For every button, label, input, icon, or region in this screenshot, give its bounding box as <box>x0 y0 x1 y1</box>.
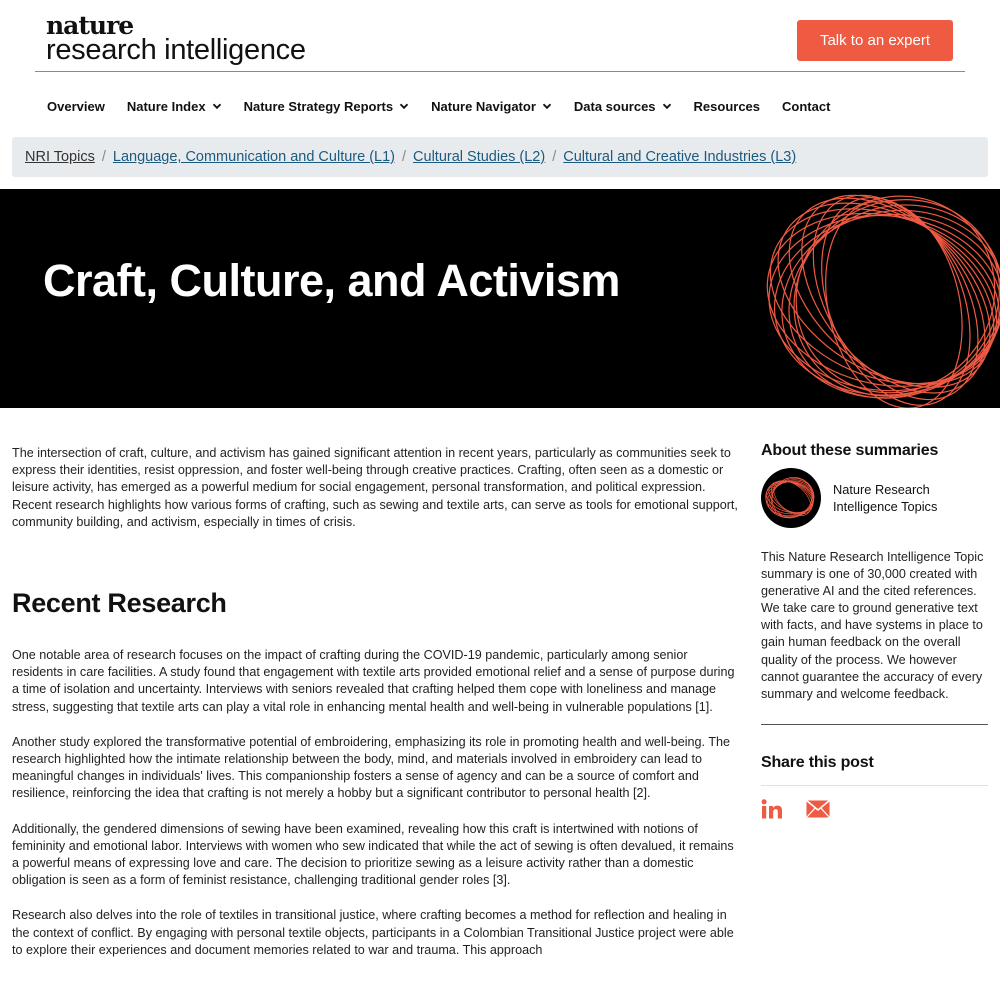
article-body <box>12 445 740 977</box>
chevron-down-icon <box>542 101 552 111</box>
email-icon[interactable] <box>806 800 830 818</box>
breadcrumb-link-l3[interactable]: Cultural and Creative Industries (L3) <box>563 149 797 165</box>
main-nav <box>47 96 852 116</box>
intro-paragraph: The intersection of craft, culture, and activism has gained significant attention in recent years, particularly as communities seek to express their identities, resist oppression, and foster well-being through creative practices. Crafting, often seen as a domestic or leisure activity, has emerged as a powerful medium for social engagement, personal transformation, and political expression. Recent research highlights how various forms of crafting, such as sewing and textile arts, can serve as tools for emotional support, community building, and activism, especially in times of crisis. <box>12 446 738 529</box>
nav-item-label: Resources <box>693 98 761 114</box>
breadcrumb-separator: / <box>552 149 557 165</box>
nav-item-nature-navigator[interactable] <box>431 99 552 114</box>
linkedin-icon[interactable] <box>761 799 783 819</box>
research-paragraph: Another study explored the transformative potential of embroidering, emphasizing its role in promoting health and well-being. The research highlighted how the intimate relationship between the body, mind, and materials involved in embroidery can lead to meaningful changes in individuals' lives. This companionship fosters a sense of agency and can be a source of comfort and resilience, reinforcing the idea that crafting is not merely a hobby but a significant contributor to personal health [2]. <box>12 734 731 801</box>
nav-item-label: Overview <box>47 98 105 114</box>
site-header <box>35 0 965 72</box>
nri-topics-avatar <box>761 468 821 528</box>
nav-item-nature-strategy-reports[interactable] <box>244 99 410 114</box>
nav-item-label: Nature Index <box>126 98 206 114</box>
nav-item-label: Nature Navigator <box>431 98 536 114</box>
chevron-down-icon <box>212 101 222 111</box>
research-paragraph: Research also delves into the role of textiles in transitional justice, where crafting becomes a method for reflection and healing in the context of conflict. By engaging with personal textile objects, participants in a Colombian Transitional Justice project were able to explore their experiences and document memories related to war and trauma. This approach <box>12 908 734 957</box>
nature-research-intelligence-logo[interactable] <box>46 11 306 66</box>
chevron-down-icon <box>662 101 672 111</box>
about-summaries-text: This Nature Research Intelligence Topic summary is one of 30,000 created with generative AI and the cited references. We take care to ground generative text with facts, and have systems in place to gain human feedback on the overall quality of the process. We however cannot guarantee the accuracy of every summary and welcome feedback. <box>761 549 988 725</box>
talk-to-expert-button[interactable]: Talk to an expert <box>797 20 953 61</box>
nav-item-resources[interactable] <box>694 99 760 114</box>
about-topic-row <box>761 468 988 528</box>
nav-item-contact[interactable] <box>782 99 830 114</box>
logo-wordmark-nature: nature <box>46 11 134 40</box>
nav-item-data-sources[interactable] <box>574 99 672 114</box>
nav-item-label: Contact <box>782 98 831 114</box>
nav-item-label: Data sources <box>573 98 656 114</box>
share-icons <box>761 799 988 819</box>
breadcrumb <box>12 137 988 177</box>
breadcrumb-link-l1[interactable]: Language, Communication and Culture (L1) <box>112 149 395 165</box>
hero-banner <box>0 189 1000 408</box>
nav-item-nature-index[interactable] <box>127 99 222 114</box>
page-title: Craft, Culture, and Activism <box>43 255 620 306</box>
sidebar <box>761 442 988 819</box>
research-paragraph: One notable area of research focuses on the impact of crafting during the COVID-19 pandemic, particularly among senior residents in care facilities. A study found that engagement with textile arts provided emotional relief and a sense of purpose during a time of isolation and uncertainty. Interviews with seniors revealed that crafting helped them cope with loneliness and manage stress, suggesting that textile arts can play a vital role in enhancing mental health and well-being in vulnerable populations [1]. <box>12 648 735 714</box>
logo-wordmark-research-intelligence: research intelligence <box>46 34 306 66</box>
breadcrumb-separator: / <box>402 149 407 165</box>
spiral-logo-icon <box>761 468 821 528</box>
research-paragraph: Additionally, the gendered dimensions of sewing have been examined, revealing how this craft is intertwined with notions of femininity and emotional labor. Interviews with women who sew indicated that while the act of sewing is often devalued, it remains a powerful means of expressing love and care. The decision to prioritize sewing as a leisure activity rather than a domestic obligation is seen as a form of feminist resistance, challenging traditional gender roles [3]. <box>12 821 734 888</box>
nav-item-overview[interactable] <box>47 99 105 114</box>
about-topic-label: Nature Research Intelligence Topics <box>833 482 938 514</box>
nav-item-label: Nature Strategy Reports <box>243 98 394 114</box>
section-title-recent-research: Recent Research <box>12 588 227 619</box>
breadcrumb-link-nri-topics[interactable]: NRI Topics <box>25 149 95 165</box>
breadcrumb-link-l2[interactable]: Cultural Studies (L2) <box>413 149 546 165</box>
breadcrumb-separator: / <box>101 149 106 165</box>
about-summaries-heading: About these summaries <box>761 442 939 459</box>
chevron-down-icon <box>399 101 409 111</box>
decorative-spiral-graphic <box>760 189 1000 408</box>
share-post-heading: Share this post <box>761 754 988 786</box>
